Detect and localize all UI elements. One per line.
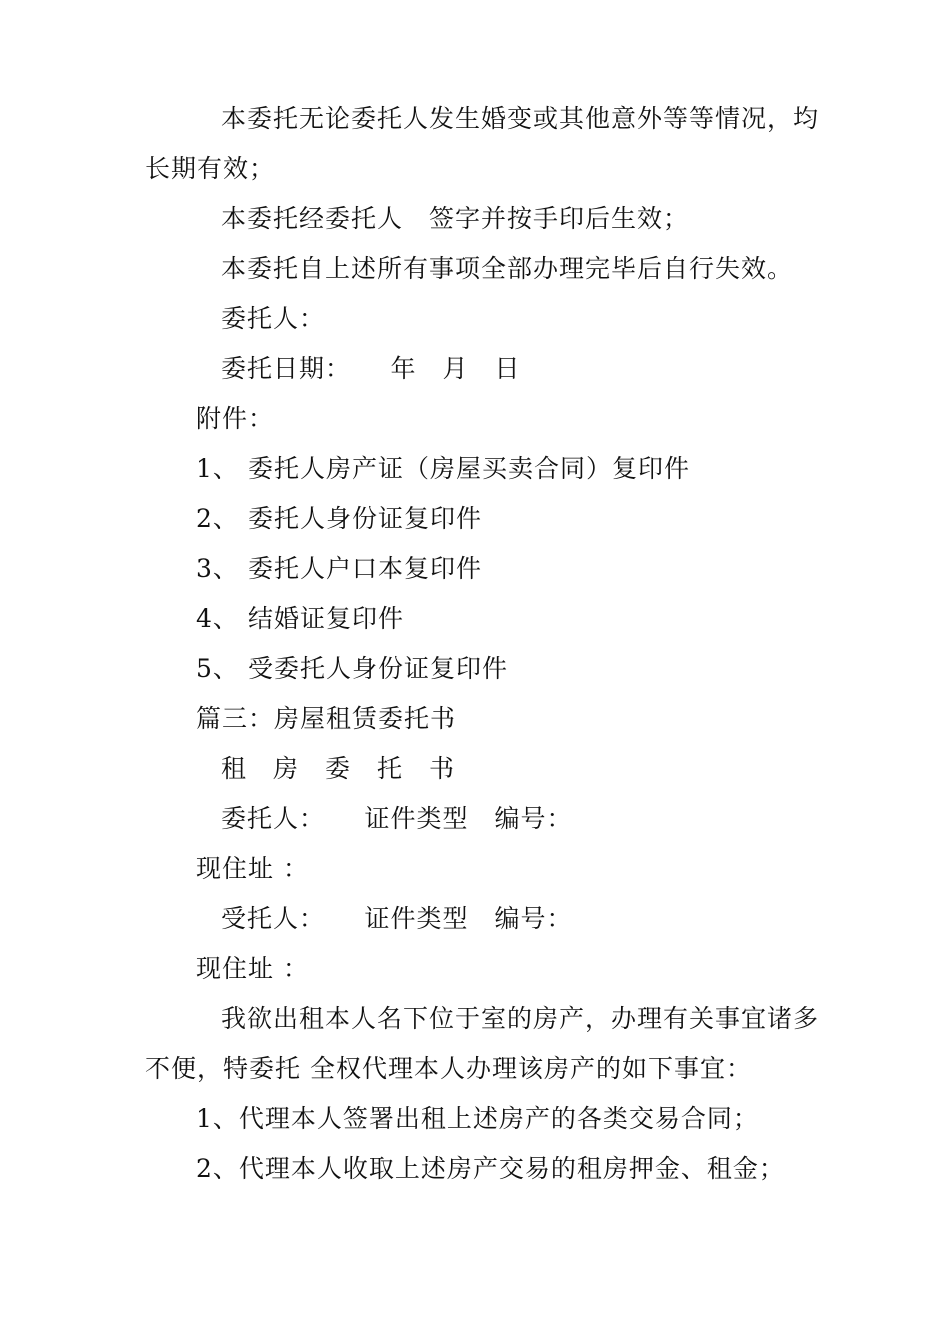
attachment-text: 委托人户口本复印件 — [248, 554, 483, 583]
paragraph-signature-clause: 本委托经委托人 签字并按手印后生效； — [221, 204, 690, 233]
paragraph-validity-line2: 长期有效； — [145, 154, 276, 183]
entrusted-item: 2、代理本人收取上述房产交易的租房押金、租金； — [196, 1154, 785, 1183]
attachment-item — [196, 554, 482, 584]
attachment-item — [196, 604, 404, 634]
attachment-number: 5、 — [196, 654, 239, 683]
paragraph-entrust-line1: 我欲出租本人名下位于室的房产，办理有关事宜诸多 — [221, 1004, 820, 1033]
attachment-number: 4、 — [196, 604, 239, 633]
attachment-text: 结婚证复印件 — [248, 604, 405, 633]
section-heading: 篇三：房屋租赁委托书 — [196, 704, 457, 733]
attachment-number: 3、 — [196, 554, 239, 583]
attachment-item — [196, 654, 508, 684]
paragraph-expiry-clause: 本委托自上述所有事项全部办理完毕后自行失效。 — [221, 254, 794, 283]
agent-info-line: 受托人： 证件类型 编号： — [221, 904, 573, 933]
principal-label: 委托人： — [221, 304, 326, 333]
document-title: 租 房 委 托 书 — [221, 754, 456, 783]
attachments-heading: 附件： — [196, 404, 275, 433]
paragraph-validity-line1: 本委托无论委托人发生婚变或其他意外等等情况，均 — [221, 104, 820, 133]
attachment-text: 委托人房产证（房屋买卖合同）复印件 — [248, 454, 691, 483]
paragraph-entrust-line2: 不便，特委托 全权代理本人办理该房产的如下事宜： — [145, 1054, 752, 1083]
entrusted-item: 1、代理本人签署出租上述房产的各类交易合同； — [196, 1104, 759, 1133]
attachment-text: 受委托人身份证复印件 — [248, 654, 509, 683]
attachment-number: 1、 — [196, 454, 239, 483]
attachment-number: 2、 — [196, 504, 239, 533]
attachment-item — [196, 454, 690, 484]
attachment-item — [196, 504, 482, 534]
agent-address-line: 现住址 ： — [196, 954, 309, 983]
attachment-text: 委托人身份证复印件 — [248, 504, 483, 533]
principal-info-line: 委托人： 证件类型 编号： — [221, 804, 573, 833]
principal-address-line: 现住址 ： — [196, 854, 309, 883]
date-line: 委托日期： 年 月 日 — [221, 354, 521, 383]
